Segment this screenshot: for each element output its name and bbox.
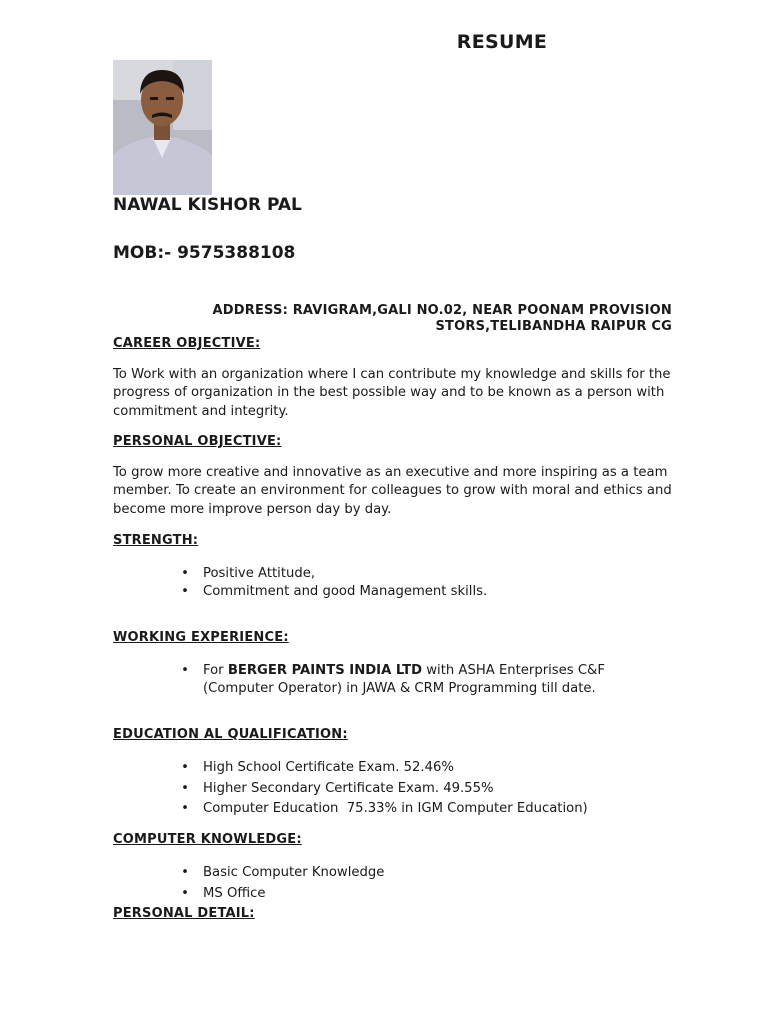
list-item: • Commitment and good Management skills. — [203, 583, 643, 601]
bullet-icon: • — [181, 663, 189, 678]
profile-photo — [113, 60, 212, 195]
personal-detail-heading: PERSONAL DETAIL: — [113, 906, 255, 921]
education-heading: EDUCATION AL QUALIFICATION: — [113, 727, 348, 742]
bullet-icon: • — [181, 886, 189, 901]
address-line-2: STORS,TELIBANDHA RAIPUR CG — [435, 319, 672, 334]
bullet-icon: • — [181, 865, 189, 880]
personal-objective-text: To grow more creative and innovative as an executive and more inspiring as a team member. To create an environment for colleagues to grow with moral and ethics and become more improve person day by day. — [113, 465, 672, 517]
bullet-icon: • — [181, 760, 189, 775]
computer-knowledge-heading: COMPUTER KNOWLEDGE: — [113, 832, 302, 847]
bullet-icon: • — [181, 781, 189, 796]
experience-item: • For BERGER PAINTS INDIA LTD with ASHA Enterprises C&F (Computer Operator) in JAWA & CRM Programming till date. — [181, 663, 605, 697]
bullet-icon: • — [181, 584, 189, 599]
career-objective-heading: CAREER OBJECTIVE: — [113, 336, 261, 351]
list-item: • Basic Computer Knowledge — [203, 864, 643, 882]
working-experience-heading: WORKING EXPERIENCE: — [113, 630, 289, 645]
personal-objective-heading: PERSONAL OBJECTIVE: — [113, 434, 282, 449]
career-objective-text: To Work with an organization where I can contribute my knowledge and skills for the progress of organization in the best possible way and to be known as a person with commitment and integrity. — [113, 367, 671, 419]
list-item: • MS Office — [203, 885, 643, 903]
company-name: BERGER PAINTS INDIA LTD — [227, 663, 423, 678]
bullet-icon: • — [181, 801, 189, 816]
list-item: • Positive Attitude, — [203, 565, 643, 583]
address — [150, 303, 672, 335]
list-item: • High School Certificate Exam. 52.46% — [203, 759, 643, 777]
bullet-icon: • — [181, 566, 189, 581]
mobile-number: MOB:- 9575388108 — [113, 243, 296, 263]
list-item: • Computer Education 75.33% in IGM Computer Education) — [203, 800, 673, 818]
list-item: • Higher Secondary Certificate Exam. 49.55% — [203, 780, 643, 798]
document-title: RESUME — [456, 31, 548, 53]
address-line-1: ADDRESS: RAVIGRAM,GALI NO.02, NEAR POONAM PROVISION — [212, 303, 672, 318]
strength-heading: STRENGTH: — [113, 533, 199, 548]
candidate-name: NAWAL KISHOR PAL — [113, 195, 302, 215]
